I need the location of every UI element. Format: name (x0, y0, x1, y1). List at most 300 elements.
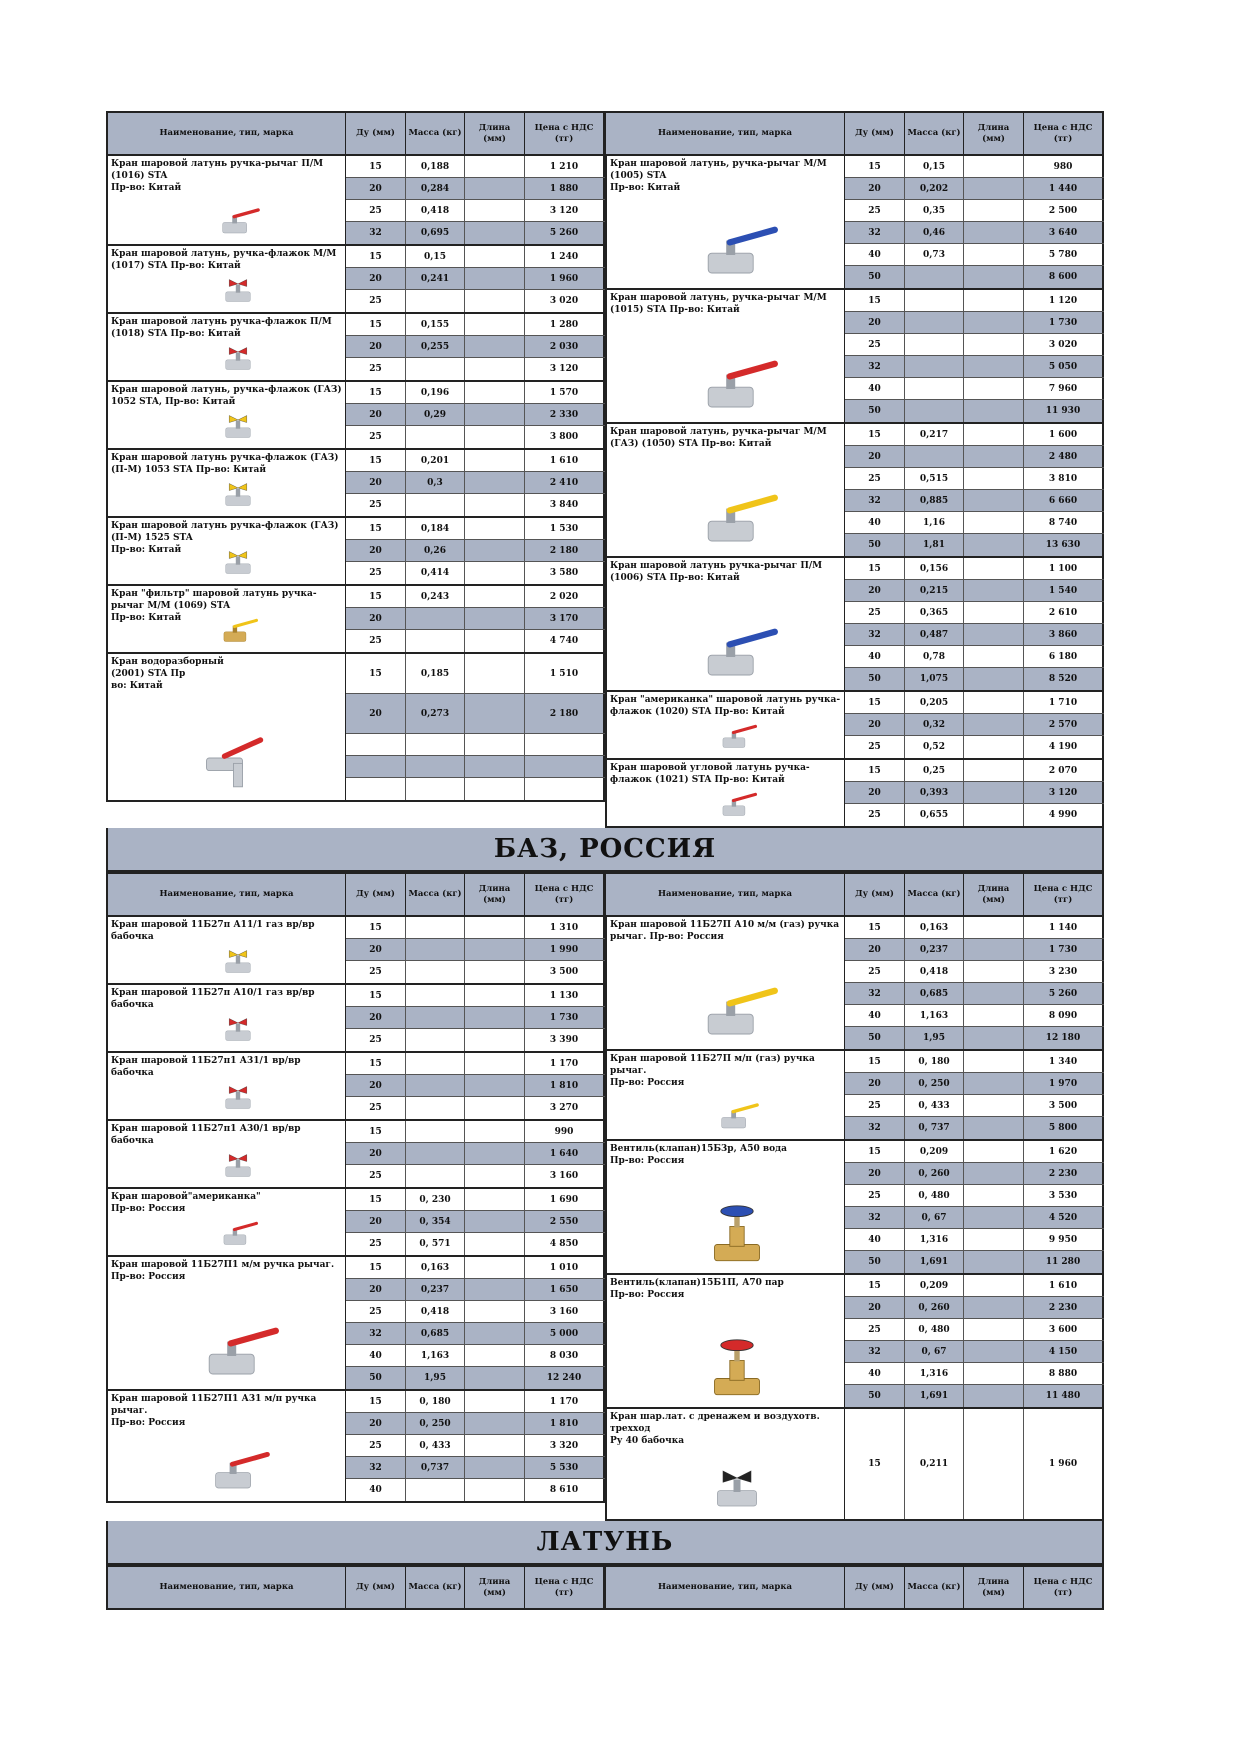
price-cell: 1 810 (525, 1075, 605, 1096)
mass-cell: 1,316 (905, 1363, 964, 1384)
mass-cell: 1,95 (406, 1367, 465, 1389)
mass-cell (406, 756, 465, 777)
table-row (845, 1385, 1104, 1407)
table-row (845, 668, 1104, 690)
length-cell (465, 518, 525, 539)
column-price-header: Цена с НДС (тг) (1024, 1567, 1104, 1608)
du-cell: 25 (346, 1233, 406, 1255)
du-cell: 15 (346, 518, 406, 539)
price-cell: 8 090 (1024, 1005, 1104, 1026)
du-cell: 32 (845, 1207, 905, 1228)
length-cell (964, 1275, 1024, 1296)
length-cell (964, 244, 1024, 265)
table-row (346, 1121, 605, 1143)
table-row (845, 1207, 1104, 1229)
du-cell: 20 (346, 1143, 406, 1164)
table-row (845, 222, 1104, 244)
price-cell: 8 600 (1024, 266, 1104, 288)
mass-cell: 0, 180 (905, 1051, 964, 1072)
price-cell: 1 610 (1024, 1275, 1104, 1296)
price-cell: 5 800 (1024, 1117, 1104, 1139)
column-price-header: Цена с НДС (тг) (525, 874, 605, 915)
price-cell: 1 990 (525, 939, 605, 960)
product-group (605, 760, 1104, 828)
mass-cell: 0,365 (905, 602, 964, 623)
length-cell (964, 1297, 1024, 1318)
du-cell: 50 (845, 266, 905, 288)
table-row (845, 760, 1104, 782)
du-cell: 20 (346, 472, 406, 493)
du-cell: 20 (346, 1211, 406, 1232)
du-cell (346, 756, 406, 777)
mass-cell: 0,15 (905, 156, 964, 177)
table-row (346, 1165, 605, 1187)
table-row (346, 336, 605, 358)
table-header (106, 872, 605, 917)
length-cell (964, 1163, 1024, 1184)
du-cell: 50 (845, 668, 905, 690)
mass-cell (406, 939, 465, 960)
length-cell (964, 1141, 1024, 1162)
length-cell (465, 1165, 525, 1187)
column-name-header: Наименование, тип, марка (106, 874, 346, 915)
length-cell (465, 1075, 525, 1096)
product-name-cell (605, 558, 845, 690)
du-cell: 40 (845, 244, 905, 265)
ball-valve-blue-lever-icon (692, 219, 782, 286)
mass-cell: 0,209 (905, 1275, 964, 1296)
mass-cell (406, 985, 465, 1006)
length-cell (964, 1229, 1024, 1250)
du-cell: 25 (845, 961, 905, 982)
du-cell: 20 (346, 939, 406, 960)
du-cell: 20 (845, 312, 905, 333)
table-row (845, 1229, 1104, 1251)
price-cell: 1 960 (1024, 1409, 1104, 1519)
ball-valve-red-lever-icon (193, 1320, 283, 1387)
product-group (106, 450, 605, 518)
du-cell: 15 (845, 424, 905, 445)
mass-cell (905, 378, 964, 399)
length-cell (964, 312, 1024, 333)
table-header (106, 111, 605, 156)
price-cell: 4 150 (1024, 1341, 1104, 1362)
du-cell: 25 (346, 961, 406, 983)
table-row (845, 178, 1104, 200)
length-cell (964, 714, 1024, 735)
length-cell (465, 1257, 525, 1278)
price-cell: 3 800 (525, 426, 605, 448)
product-group (106, 382, 605, 450)
section-title-baz: БАЗ, РОССИЯ (106, 828, 1104, 872)
table-row (346, 1007, 605, 1029)
table-row (346, 985, 605, 1007)
table-header (605, 111, 1104, 156)
length-cell (964, 1073, 1024, 1094)
table-row (346, 246, 605, 268)
length-cell (465, 382, 525, 403)
table-row (845, 692, 1104, 714)
du-cell: 25 (346, 358, 406, 380)
product-name-cell (106, 1121, 346, 1187)
price-cell: 6 660 (1024, 490, 1104, 511)
length-cell (964, 782, 1024, 803)
length-cell (964, 1207, 1024, 1228)
section-title-latun: ЛАТУНЬ (106, 1521, 1104, 1565)
price-cell (525, 734, 605, 755)
table-row (845, 244, 1104, 266)
price-table-section (106, 872, 1104, 1521)
mass-cell: 0,237 (406, 1279, 465, 1300)
length-cell (964, 222, 1024, 243)
mass-cell: 1,691 (905, 1385, 964, 1407)
length-cell (465, 608, 525, 629)
mass-cell (406, 734, 465, 755)
du-cell: 20 (346, 694, 406, 733)
table-row (346, 426, 605, 448)
table-row (346, 630, 605, 652)
table-row (845, 1141, 1104, 1163)
mass-cell (406, 778, 465, 800)
table-row (346, 1323, 605, 1345)
table-row (845, 424, 1104, 446)
length-cell (465, 1367, 525, 1389)
mass-cell: 0, 737 (905, 1117, 964, 1139)
table-row (346, 778, 605, 800)
mass-cell (406, 494, 465, 516)
price-cell: 1 240 (525, 246, 605, 267)
mass-cell: 1,95 (905, 1027, 964, 1049)
product-name-cell (106, 1391, 346, 1501)
mass-cell (406, 1165, 465, 1187)
length-cell (465, 1143, 525, 1164)
du-cell: 15 (346, 156, 406, 177)
price-cell: 3 230 (1024, 961, 1104, 982)
mass-cell: 0,393 (905, 782, 964, 803)
mass-cell: 0,205 (905, 692, 964, 713)
product-name: Кран шаровой 11Б27П м/п (газ) ручка рычаг. Пр-во: Россия (610, 1054, 815, 1089)
length-cell (465, 1479, 525, 1501)
table-row (845, 736, 1104, 758)
length-cell (465, 494, 525, 516)
mass-cell: 0,241 (406, 268, 465, 289)
product-name-cell (605, 1275, 845, 1407)
price-cell: 2 230 (1024, 1297, 1104, 1318)
table-row (346, 518, 605, 540)
du-cell: 20 (845, 178, 905, 199)
du-cell: 25 (346, 1165, 406, 1187)
product-name-cell (605, 156, 845, 288)
left-column (106, 111, 605, 828)
length-cell (964, 917, 1024, 938)
table-row (845, 534, 1104, 556)
table-row (346, 1413, 605, 1435)
column-mass-header: Масса (кг) (406, 1567, 465, 1608)
mass-cell: 0,3 (406, 472, 465, 493)
table-row (346, 1053, 605, 1075)
length-cell (964, 1185, 1024, 1206)
product-name: Кран шаровой латунь, ручка-флажок (ГАЗ) 1052 STA, Пр-во: Китай (111, 385, 342, 408)
mass-cell: 1,163 (406, 1345, 465, 1366)
price-cell: 1 650 (525, 1279, 605, 1300)
du-cell (346, 734, 406, 755)
product-name: Кран шаровой латунь, ручка-рычаг М/М (ГАЗ) (1050) STA Пр-во: Китай (610, 427, 827, 450)
mass-cell: 0,29 (406, 404, 465, 425)
length-cell (465, 586, 525, 607)
length-cell (964, 760, 1024, 781)
table-row (845, 983, 1104, 1005)
column-length-header: Длина (мм) (964, 1567, 1024, 1608)
mass-cell: 0,655 (905, 804, 964, 826)
mass-cell: 0,15 (406, 246, 465, 267)
length-cell (465, 1391, 525, 1412)
mass-cell: 0, 571 (406, 1233, 465, 1255)
table-row (845, 1005, 1104, 1027)
price-cell: 5 530 (525, 1457, 605, 1478)
mass-cell (406, 1097, 465, 1119)
table-row (845, 266, 1104, 288)
product-name-cell (605, 760, 845, 826)
product-name: Кран шаровой латунь ручка-флажок П/М (1018) STA Пр-во: Китай (111, 317, 332, 340)
table-row (845, 1297, 1104, 1319)
price-cell: 2 030 (525, 336, 605, 357)
du-cell: 40 (845, 512, 905, 533)
column-mass-header: Масса (кг) (905, 113, 964, 154)
table-row (845, 580, 1104, 602)
mass-cell: 0,418 (406, 200, 465, 221)
price-cell: 12 240 (525, 1367, 605, 1389)
length-cell (465, 734, 525, 755)
product-name: Кран шаровой латунь ручка-флажок (ГАЗ) (П-М) 1053 STA Пр-во: Китай (111, 453, 339, 476)
du-cell: 20 (346, 1413, 406, 1434)
table-row (346, 1029, 605, 1051)
table-row (845, 939, 1104, 961)
du-cell: 25 (346, 426, 406, 448)
price-cell: 3 600 (1024, 1319, 1104, 1340)
mass-cell: 0,35 (905, 200, 964, 221)
table-row (346, 382, 605, 404)
length-cell (964, 1027, 1024, 1049)
mass-cell (406, 961, 465, 983)
price-cell: 1 960 (525, 268, 605, 289)
table-row (346, 178, 605, 200)
du-cell: 15 (346, 314, 406, 335)
globe-valve-red-wheel-icon (692, 1338, 782, 1405)
mass-cell: 0, 433 (406, 1435, 465, 1456)
length-cell (465, 630, 525, 652)
mass-cell: 0, 230 (406, 1189, 465, 1210)
length-cell (465, 1007, 525, 1028)
du-cell: 15 (845, 1275, 905, 1296)
price-cell: 3 170 (525, 608, 605, 629)
table-row (346, 961, 605, 983)
mass-cell: 0,52 (905, 736, 964, 758)
price-cell: 1 730 (1024, 939, 1104, 960)
table-row (845, 1027, 1104, 1049)
price-cell: 3 120 (525, 358, 605, 380)
length-cell (465, 1233, 525, 1255)
table-row (346, 1189, 605, 1211)
column-mass-header: Масса (кг) (406, 874, 465, 915)
price-cell: 12 180 (1024, 1027, 1104, 1049)
length-cell (465, 314, 525, 335)
length-cell (964, 961, 1024, 982)
table-row (346, 1301, 605, 1323)
mass-cell: 0,487 (905, 624, 964, 645)
mass-cell: 1,316 (905, 1229, 964, 1250)
du-cell: 20 (346, 1007, 406, 1028)
du-cell: 15 (845, 692, 905, 713)
table-row (346, 450, 605, 472)
price-cell: 3 020 (1024, 334, 1104, 355)
du-cell: 20 (845, 782, 905, 803)
length-cell (465, 1323, 525, 1344)
price-cell: 1 810 (525, 1413, 605, 1434)
price-cell: 8 740 (1024, 512, 1104, 533)
price-cell: 3 500 (1024, 1095, 1104, 1116)
product-group (106, 1257, 605, 1391)
length-cell (964, 424, 1024, 445)
table-row (346, 1479, 605, 1501)
length-cell (964, 602, 1024, 623)
table-row (845, 490, 1104, 512)
column-du-header: Ду (мм) (845, 874, 905, 915)
ball-valve-red-lever-icon (214, 204, 262, 242)
product-group (605, 1275, 1104, 1409)
length-cell (465, 1279, 525, 1300)
mass-cell: 0,255 (406, 336, 465, 357)
length-cell (964, 558, 1024, 579)
du-cell: 32 (845, 222, 905, 243)
du-cell: 25 (845, 334, 905, 355)
product-group (106, 917, 605, 985)
ball-valve-yellow-lever-icon (692, 980, 782, 1047)
product-name: Кран шаровой 11Б27П А10 м/м (газ) ручка рычаг. Пр-во: Россия (610, 920, 840, 943)
length-cell (964, 446, 1024, 467)
mass-cell: 1,075 (905, 668, 964, 690)
mass-cell (406, 358, 465, 380)
price-cell: 3 120 (1024, 782, 1104, 803)
mass-cell: 0,25 (905, 760, 964, 781)
du-cell: 32 (845, 983, 905, 1004)
product-name-cell (106, 917, 346, 983)
du-cell: 15 (346, 1391, 406, 1412)
price-cell: 4 190 (1024, 736, 1104, 758)
left-column (106, 872, 605, 1521)
price-cell: 1 100 (1024, 558, 1104, 579)
mass-cell: 0,202 (905, 178, 964, 199)
length-cell (465, 290, 525, 312)
price-cell: 3 020 (525, 290, 605, 312)
mass-cell: 0,737 (406, 1457, 465, 1478)
table-row (845, 646, 1104, 668)
price-list-page (106, 111, 1104, 1610)
product-group (106, 518, 605, 586)
price-cell: 3 860 (1024, 624, 1104, 645)
length-cell (465, 939, 525, 960)
price-cell: 2 480 (1024, 446, 1104, 467)
du-cell: 20 (845, 446, 905, 467)
product-group (106, 985, 605, 1053)
length-cell (465, 1435, 525, 1456)
price-cell: 3 840 (525, 494, 605, 516)
column-mass-header: Масса (кг) (905, 1567, 964, 1608)
product-name: Кран шаровой латунь, ручка-флажок М/М (1017) STA Пр-во: Китай (111, 249, 337, 272)
du-cell: 25 (845, 736, 905, 758)
product-name: Кран шаровой латунь ручка-рычаг П/М (1006) STA Пр-во: Китай (610, 561, 823, 584)
du-cell: 25 (346, 1029, 406, 1051)
mass-cell (905, 290, 964, 311)
length-cell (964, 983, 1024, 1004)
price-cell: 1 170 (525, 1391, 605, 1412)
du-cell: 20 (845, 580, 905, 601)
angle-valve-red-icon (715, 789, 759, 824)
table-row (346, 917, 605, 939)
du-cell: 20 (845, 1073, 905, 1094)
mass-cell (406, 1121, 465, 1142)
du-cell: 15 (346, 1121, 406, 1142)
product-name: Вентиль(клапан)15Б3р, А50 вода Пр-во: Россия (610, 1144, 787, 1167)
length-cell (465, 917, 525, 938)
price-cell: 2 230 (1024, 1163, 1104, 1184)
table-row (346, 156, 605, 178)
du-cell: 15 (845, 917, 905, 938)
column-name-header: Наименование, тип, марка (106, 1567, 346, 1608)
ball-valve-yellow-butterfly-icon (216, 479, 260, 514)
price-cell: 8 030 (525, 1345, 605, 1366)
product-name-cell (605, 1409, 845, 1519)
du-cell: 40 (346, 1479, 406, 1501)
table-row (346, 1075, 605, 1097)
price-cell: 1 530 (525, 518, 605, 539)
table-row (845, 312, 1104, 334)
price-cell: 5 780 (1024, 244, 1104, 265)
du-cell: 15 (346, 246, 406, 267)
price-cell: 13 630 (1024, 534, 1104, 556)
du-cell: 50 (346, 1367, 406, 1389)
du-cell: 32 (346, 222, 406, 244)
length-cell (465, 268, 525, 289)
ball-valve-yellow-butterfly-icon (216, 547, 260, 582)
column-du-header: Ду (мм) (346, 113, 406, 154)
price-cell: 6 180 (1024, 646, 1104, 667)
length-cell (964, 580, 1024, 601)
ball-valve-yellow-butterfly-icon (216, 411, 260, 446)
price-cell: 7 960 (1024, 378, 1104, 399)
length-cell (465, 756, 525, 777)
du-cell: 40 (346, 1345, 406, 1366)
length-cell (964, 1051, 1024, 1072)
length-cell (465, 222, 525, 244)
table-row (346, 586, 605, 608)
table-row (346, 1391, 605, 1413)
column-price-header: Цена с НДС (тг) (1024, 874, 1104, 915)
price-cell: 1 510 (525, 654, 605, 693)
column-price-header: Цена с НДС (тг) (1024, 113, 1104, 154)
price-cell: 2 610 (1024, 602, 1104, 623)
length-cell (964, 1117, 1024, 1139)
price-cell: 1 440 (1024, 178, 1104, 199)
price-cell: 11 480 (1024, 1385, 1104, 1407)
du-cell: 15 (346, 586, 406, 607)
product-name-cell (106, 382, 346, 448)
product-name: Кран шаровой угловой латунь ручка-флажок (1021) STA Пр-во: Китай (610, 763, 810, 786)
table-row (845, 1051, 1104, 1073)
table-row (845, 400, 1104, 422)
price-cell: 1 340 (1024, 1051, 1104, 1072)
du-cell: 15 (845, 558, 905, 579)
table-row (346, 562, 605, 584)
